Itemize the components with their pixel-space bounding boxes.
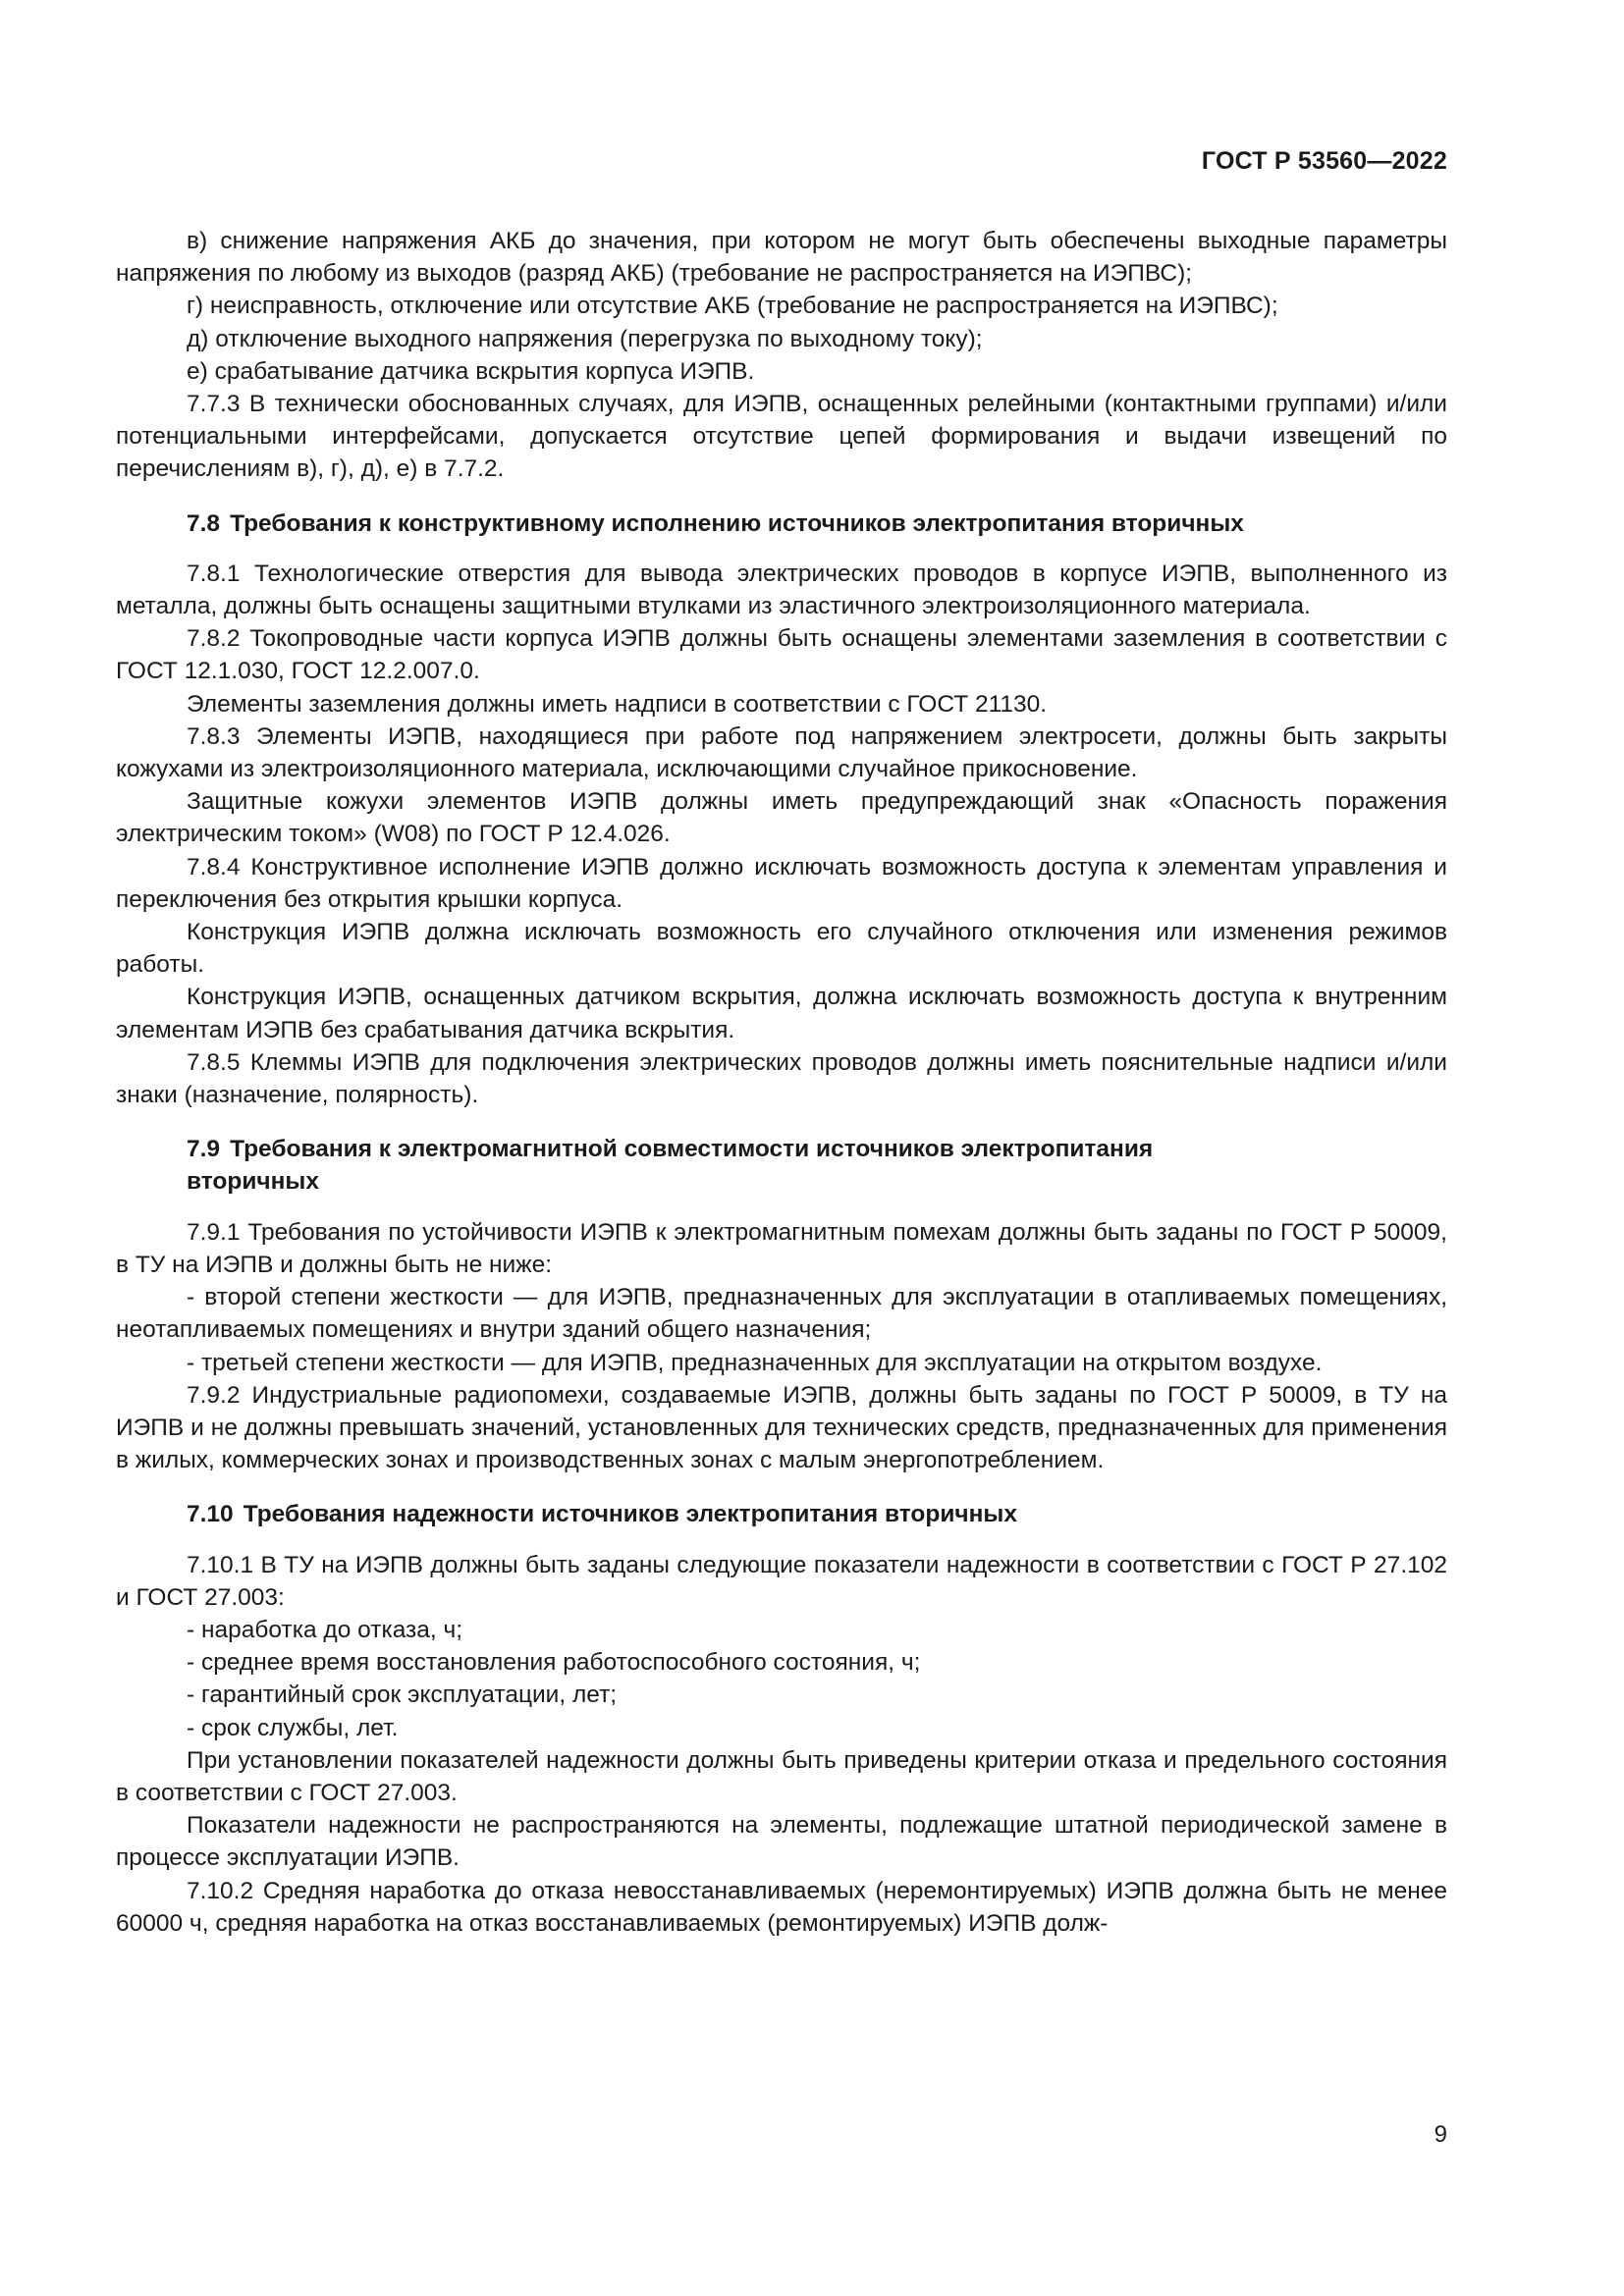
paragraph: Защитные кожухи элементов ИЭПВ должны иметь предупреждающий знак «Опасность поражения электрическим током» (W08) по ГОСТ Р 12.4.026. xyxy=(116,788,1447,848)
paragraph: 7.8.2 Токопроводные части корпуса ИЭПВ должны быть оснащены элементами заземления в соответствии с ГОСТ 12.1.030, ГОСТ 12.2.007.0. xyxy=(116,625,1447,685)
list-item: - третьей степени жесткости — для ИЭПВ, предназначенных для эксплуатации на открытом воздухе. xyxy=(187,1349,1323,1376)
list-item: - наработка до отказа, ч; xyxy=(187,1616,463,1643)
section-heading-7-9 xyxy=(116,1133,1218,1198)
page-number: 9 xyxy=(1434,2121,1447,2148)
paragraph: 7.8.3 Элементы ИЭПВ, находящиеся при работе под напряжением электросети, должны быть закрыты кожухами из электроизоляционного материала, исключающими случайное прикосновение. xyxy=(116,722,1447,783)
paragraph: 7.8.4 Конструктивное исполнение ИЭПВ должно исключать возможность доступа к элементам управления и переключения без открытия крышки корпуса. xyxy=(116,853,1447,913)
section-title: Требования к электромагнитной совместимости источников электропитания вторичных xyxy=(187,1136,1154,1196)
document-code: ГОСТ Р 53560—2022 xyxy=(1201,147,1447,175)
section-title: Требования надежности источников электропитания вторичных xyxy=(243,1501,1017,1528)
paragraph: Конструкция ИЭПВ должна исключать возможность его случайного отключения или изменения режимов работы. xyxy=(116,919,1447,979)
list-item: - среднее время восстановления работоспособного состояния, ч; xyxy=(187,1649,921,1677)
list-item: - срок службы, лет. xyxy=(187,1714,399,1741)
paragraph: д) отключение выходного напряжения (перегрузка по выходному току); xyxy=(187,325,983,352)
paragraph: в) снижение напряжения АКБ до значения, при котором не могут быть обеспечены выходные параметры напряжения по любому из выходов (разряд АКБ) (требование не распространяется на ИЭПВС); xyxy=(116,228,1447,288)
paragraph: Элементы заземления должны иметь надписи в соответствии с ГОСТ 21130. xyxy=(187,690,1048,718)
paragraph: Показатели надежности не распространяются на элементы, подлежащие штатной периодической замене в процессе эксплуатации ИЭПВ. xyxy=(116,1812,1447,1872)
section-number: 7.9 xyxy=(187,1136,221,1163)
document-body xyxy=(116,225,1447,1940)
paragraph: 7.9.2 Индустриальные радиопомехи, создаваемые ИЭПВ, должны быть заданы по ГОСТ Р 50009, в ТУ на ИЭПВ и не должны превышать значений, установленных для технических средств, предназначенных для применения в жилых, коммерческих зонах и производственных зонах с малым энергопотреблением. xyxy=(116,1381,1447,1474)
section-heading-7-8 xyxy=(116,507,1447,540)
paragraph: 7.10.2 Средняя наработка до отказа невосстанавливаемых (неремонтируемых) ИЭПВ должна быть не менее 60000 ч, средняя наработка на отказ восстанавливаемых (ремонтируемых) ИЭПВ долж- xyxy=(116,1877,1447,1937)
paragraph: е) срабатывание датчика вскрытия корпуса ИЭПВ. xyxy=(187,357,755,385)
document-page xyxy=(116,0,1447,2296)
section-number: 7.10 xyxy=(187,1501,234,1528)
paragraph: 7.9.1 Требования по устойчивости ИЭПВ к электромагнитным помехам должны быть заданы по ГОСТ Р 50009, в ТУ на ИЭПВ и должны быть не ниже: xyxy=(116,1218,1447,1278)
paragraph: 7.7.3 В технически обоснованных случаях, для ИЭПВ, оснащенных релейными (контактными группами) и/или потенциальными интерфейсами, допускается отсутствие цепей формирования и выдачи извещений по перечислениям в), г), д), е) в 7.7.2. xyxy=(116,391,1447,483)
paragraph: 7.8.5 Клеммы ИЭПВ для подключения электрических проводов должны иметь пояснительные надписи и/или знаки (назначение, полярность). xyxy=(116,1048,1447,1109)
paragraph: При установлении показателей надежности должны быть приведены критерии отказа и предельного состояния в соответствии с ГОСТ 27.003. xyxy=(116,1746,1447,1806)
paragraph: Конструкция ИЭПВ, оснащенных датчиком вскрытия, должна исключать возможность доступа к внутренним элементам ИЭПВ без срабатывания датчика вскрытия. xyxy=(116,984,1447,1043)
paragraph: 7.10.1 В ТУ на ИЭПВ должны быть заданы следующие показатели надежности в соответствии с ГОСТ Р 27.102 и ГОСТ 27.003: xyxy=(116,1551,1447,1611)
list-item: - гарантийный срок эксплуатации, лет; xyxy=(187,1682,618,1709)
section-number: 7.8 xyxy=(187,509,221,537)
paragraph: 7.8.1 Технологические отверстия для вывода электрических проводов в корпусе ИЭПВ, выполненного из металла, должны быть оснащены защитными втулками из эластичного электроизоляционного материала. xyxy=(116,560,1447,620)
list-item: - второй степени жесткости — для ИЭПВ, предназначенных для эксплуатации в отапливаемых помещениях, неотапливаемых помещениях и внутри зданий общего назначения; xyxy=(116,1284,1447,1344)
section-title: Требования к конструктивному исполнению источников электропитания вторичных xyxy=(230,509,1244,537)
section-heading-7-10 xyxy=(116,1498,1447,1530)
paragraph: г) неисправность, отключение или отсутствие АКБ (требование не распространяется на ИЭПВС); xyxy=(187,293,1278,320)
